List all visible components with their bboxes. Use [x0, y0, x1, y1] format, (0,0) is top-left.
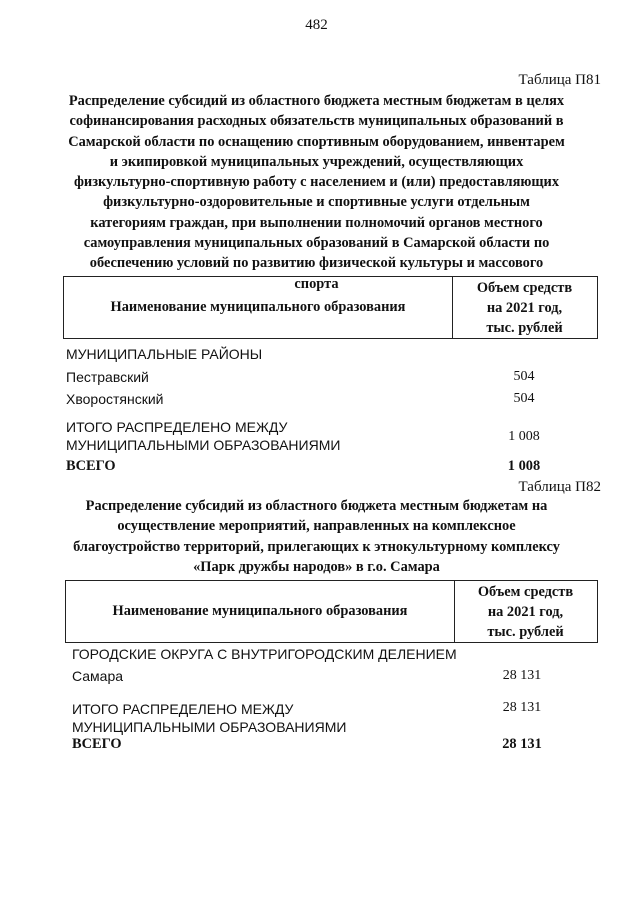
total-label-p81: ВСЕГО — [66, 458, 116, 474]
itogo-line: ИТОГО РАСПРЕДЕЛЕНО МЕЖДУ — [66, 419, 288, 435]
table-title-p81 — [40, 91, 593, 294]
page-number: 482 — [305, 17, 328, 33]
header-line: Объем средств — [476, 279, 573, 296]
row-value: 28 131 — [502, 668, 542, 683]
title-line: «Парк дружбы народов» в г.о. Самара — [193, 558, 440, 575]
section-heading-p81: МУНИЦИПАЛЬНЫЕ РАЙОНЫ — [66, 346, 263, 362]
title-line: физкультурно-спортивную работу с населением и (или) предоставляющих — [73, 174, 560, 191]
header-line: тыс. рублей — [486, 319, 563, 336]
itogo-value-p81: 1 008 — [508, 429, 540, 444]
header-line: на 2021 год, — [486, 299, 563, 316]
title-line: категориям граждан, при выполнении полномочий органов местного — [90, 214, 543, 231]
title-line: осуществление мероприятий, направленных на комплексное — [117, 518, 516, 535]
title-line: самоуправления муниципальных образований в Самарской области по — [83, 235, 550, 252]
row-name: Хворостянский — [66, 391, 164, 407]
table-label-p82: Таблица П82 — [518, 479, 601, 495]
header-line: Объем средств — [477, 583, 574, 600]
row-name: Пестравский — [66, 369, 149, 385]
title-line: софинансирования расходных обязательств муниципальных образований в — [69, 113, 564, 130]
header-col-name: Наименование муниципального образования — [64, 277, 453, 338]
table-header-p82 — [65, 580, 598, 643]
row-value: 504 — [513, 369, 535, 384]
section-heading-p82: ГОРОДСКИЕ ОКРУГА С ВНУТРИГОРОДСКИМ ДЕЛЕНИЕМ — [72, 646, 457, 662]
itogo-label-p81 — [66, 418, 340, 454]
header-col-amount — [452, 277, 597, 338]
title-line: спорта — [294, 275, 339, 292]
itogo-line: МУНИЦИПАЛЬНЫМИ ОБРАЗОВАНИЯМИ — [66, 437, 341, 453]
header-col-amount — [454, 581, 597, 642]
itogo-line: МУНИЦИПАЛЬНЫМИ ОБРАЗОВАНИЯМИ — [72, 719, 347, 735]
itogo-line: ИТОГО РАСПРЕДЕЛЕНО МЕЖДУ — [72, 701, 294, 717]
itogo-value-p82: 28 131 — [502, 700, 542, 715]
title-line: Распределение субсидий из областного бюджета местным бюджетам в целях — [68, 93, 565, 109]
title-line: Распределение субсидий из областного бюджета местным бюджетам на — [85, 498, 548, 514]
title-line: физкультурно-оздоровительные и спортивные услуги отдельным — [103, 194, 530, 211]
row-value: 504 — [513, 391, 535, 406]
header-line: тыс. рублей — [487, 623, 564, 640]
itogo-label-p82 — [72, 700, 346, 736]
total-label-p82: ВСЕГО — [72, 736, 122, 752]
title-line: Самарской области по оснащению спортивным оборудованием, инвентарем — [68, 133, 565, 150]
total-value-p81: 1 008 — [507, 458, 541, 474]
table-label-p81: Таблица П81 — [518, 72, 601, 88]
title-line: обеспечению условий по развитию физической культуры и массового — [89, 255, 544, 272]
total-value-p82: 28 131 — [502, 736, 542, 752]
table-title-p82 — [40, 496, 593, 577]
header-col-name: Наименование муниципального образования — [66, 581, 455, 642]
header-line: на 2021 год, — [487, 603, 564, 620]
title-line: благоустройство территорий, прилегающих к этнокультурному комплексу — [73, 538, 560, 555]
title-line: и экипировкой муниципальных учреждений, осуществляющих — [109, 153, 524, 170]
table-header-p81 — [63, 276, 598, 339]
row-name: Самара — [72, 668, 124, 684]
